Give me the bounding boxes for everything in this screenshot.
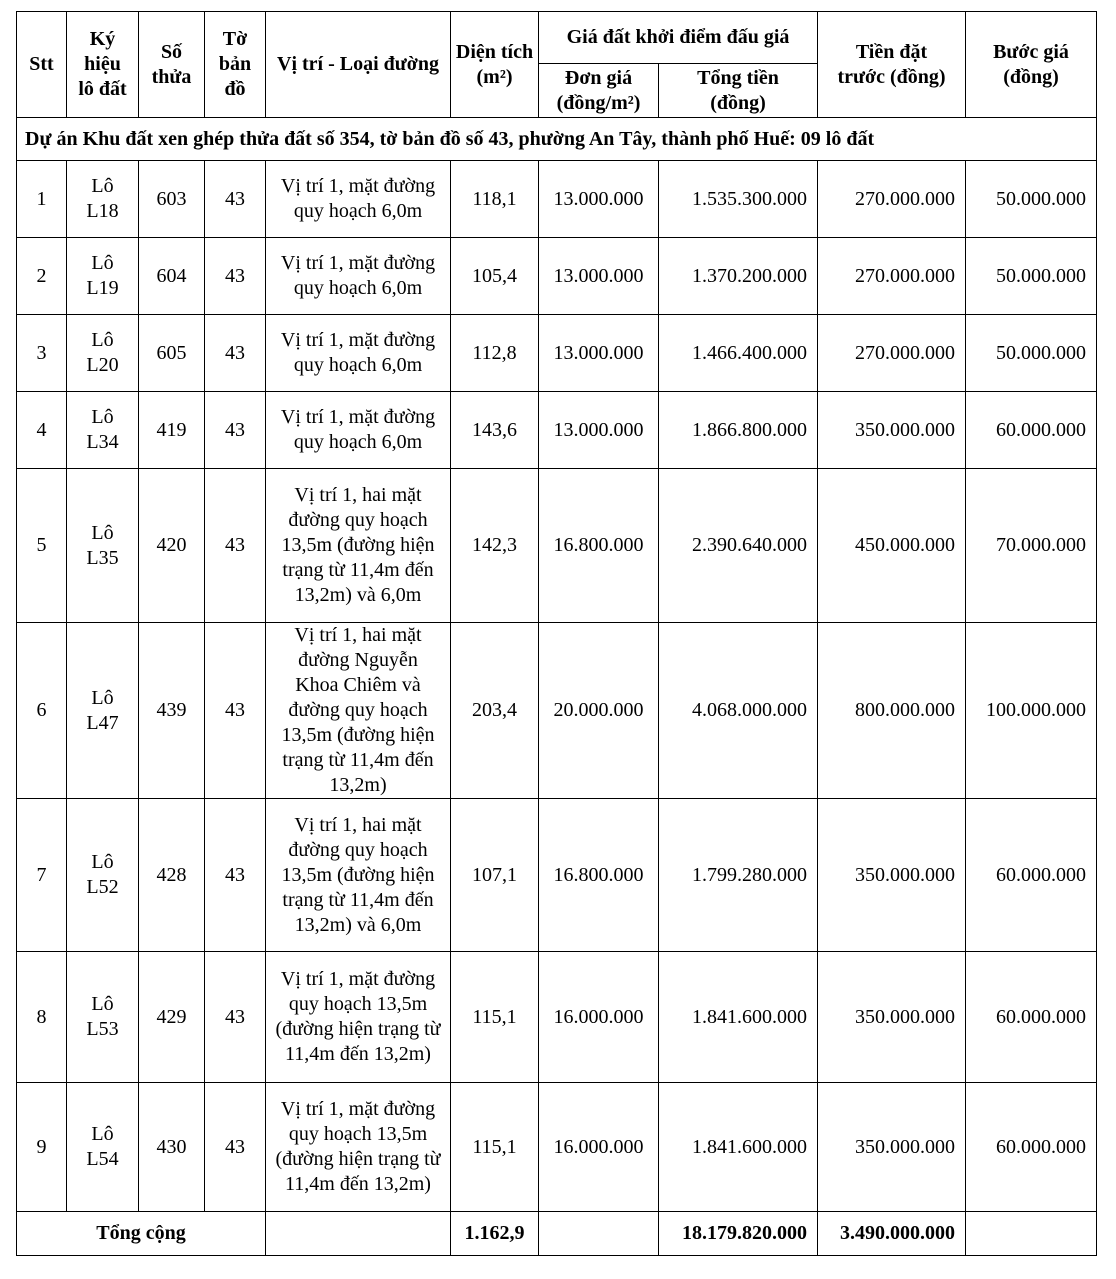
table-row (17, 469, 1097, 623)
header-vi-tri: Vị trí - Loại đường (266, 12, 451, 118)
header-dien-tich-unit: (m²) (476, 65, 513, 88)
cell-buoc-gia: 60.000.000 (966, 952, 1097, 1083)
cell-so-thua: 429 (139, 952, 205, 1083)
header-don-gia-l2: (đồng/m²) (556, 91, 641, 114)
header-tong-tien (659, 64, 818, 118)
cell-buoc-gia: 60.000.000 (966, 392, 1097, 469)
table-row (17, 623, 1097, 799)
cell-dat-truoc: 350.000.000 (818, 952, 966, 1083)
cell-to-ban-do: 43 (205, 623, 266, 799)
cell-stt: 6 (17, 623, 67, 799)
cell-tong-tien: 1.535.300.000 (659, 161, 818, 238)
cell-so-thua: 428 (139, 799, 205, 952)
cell-so-thua: 604 (139, 238, 205, 315)
header-ky-hieu: Ký hiệu lô đất (67, 12, 139, 118)
cell-don-gia: 16.800.000 (539, 469, 659, 623)
header-tong-tien-l2: (đồng) (710, 91, 766, 114)
total-row (17, 1212, 1097, 1256)
cell-dien-tich: 107,1 (451, 799, 539, 952)
cell-tong-tien: 1.370.200.000 (659, 238, 818, 315)
cell-dien-tich: 115,1 (451, 1083, 539, 1212)
cell-stt: 7 (17, 799, 67, 952)
cell-dat-truoc: 350.000.000 (818, 1083, 966, 1212)
cell-buoc-gia: 50.000.000 (966, 315, 1097, 392)
cell-dien-tich: 105,4 (451, 238, 539, 315)
header-stt: Stt (17, 12, 67, 118)
cell-buoc-gia: 60.000.000 (966, 799, 1097, 952)
cell-vi-tri: Vị trí 1, hai mặt đường quy hoạch 13,5m (đường hiện trạng từ 11,4m đến 13,2m) và 6,0m (266, 469, 451, 623)
header-don-gia (539, 64, 659, 118)
total-empty-don-gia (539, 1212, 659, 1256)
cell-lo: Lô L53 (67, 952, 139, 1083)
cell-lo: Lô L34 (67, 392, 139, 469)
cell-stt: 1 (17, 161, 67, 238)
cell-dat-truoc: 270.000.000 (818, 161, 966, 238)
header-buoc-gia-l1: Bước giá (993, 40, 1069, 63)
header-to-ban-do: Tờ bản đồ (205, 12, 266, 118)
cell-to-ban-do: 43 (205, 161, 266, 238)
cell-lo: Lô L35 (67, 469, 139, 623)
table-row (17, 238, 1097, 315)
header-dien-tich-label: Diện tích (455, 40, 534, 63)
cell-dien-tich: 142,3 (451, 469, 539, 623)
cell-buoc-gia: 60.000.000 (966, 1083, 1097, 1212)
cell-lo: Lô L54 (67, 1083, 139, 1212)
total-empty-buoc-gia (966, 1212, 1097, 1256)
cell-tong-tien: 1.841.600.000 (659, 952, 818, 1083)
cell-buoc-gia: 70.000.000 (966, 469, 1097, 623)
cell-vi-tri: Vị trí 1, mặt đường quy hoạch 13,5m (đường hiện trạng từ 11,4m đến 13,2m) (266, 1083, 451, 1212)
header-buoc-gia (966, 12, 1097, 118)
cell-so-thua: 603 (139, 161, 205, 238)
cell-lo: Lô L47 (67, 623, 139, 799)
cell-dien-tich: 115,1 (451, 952, 539, 1083)
cell-dat-truoc: 350.000.000 (818, 392, 966, 469)
project-title: Dự án Khu đất xen ghép thửa đất số 354, tờ bản đồ số 43, phường An Tây, thành phố Huế: 09 lô đất (17, 118, 1097, 161)
cell-stt: 5 (17, 469, 67, 623)
cell-to-ban-do: 43 (205, 1083, 266, 1212)
cell-don-gia: 13.000.000 (539, 315, 659, 392)
cell-vi-tri: Vị trí 1, mặt đường quy hoạch 6,0m (266, 315, 451, 392)
cell-don-gia: 20.000.000 (539, 623, 659, 799)
cell-don-gia: 13.000.000 (539, 392, 659, 469)
cell-lo: Lô L19 (67, 238, 139, 315)
cell-buoc-gia: 100.000.000 (966, 623, 1097, 799)
table-row (17, 315, 1097, 392)
cell-don-gia: 16.800.000 (539, 799, 659, 952)
table-row (17, 1083, 1097, 1212)
table-row (17, 952, 1097, 1083)
cell-stt: 3 (17, 315, 67, 392)
project-title-row (17, 118, 1097, 161)
header-don-gia-l1: Đơn giá (564, 66, 633, 89)
table-row (17, 799, 1097, 952)
table-row (17, 161, 1097, 238)
cell-lo: Lô L18 (67, 161, 139, 238)
cell-so-thua: 420 (139, 469, 205, 623)
cell-dat-truoc: 800.000.000 (818, 623, 966, 799)
cell-so-thua: 605 (139, 315, 205, 392)
header-tien-dat-truoc-l2: trước (đồng) (837, 65, 946, 88)
cell-buoc-gia: 50.000.000 (966, 238, 1097, 315)
total-tong-tien: 18.179.820.000 (659, 1212, 818, 1256)
cell-vi-tri: Vị trí 1, hai mặt đường quy hoạch 13,5m (đường hiện trạng từ 11,4m đến 13,2m) và 6,0m (266, 799, 451, 952)
total-dat-truoc: 3.490.000.000 (818, 1212, 966, 1256)
total-empty-vi-tri (266, 1212, 451, 1256)
cell-dien-tich: 112,8 (451, 315, 539, 392)
cell-so-thua: 430 (139, 1083, 205, 1212)
cell-dat-truoc: 450.000.000 (818, 469, 966, 623)
cell-dien-tich: 143,6 (451, 392, 539, 469)
cell-lo: Lô L20 (67, 315, 139, 392)
header-gia-dat-group: Giá đất khởi điểm đấu giá (539, 12, 818, 64)
cell-tong-tien: 1.841.600.000 (659, 1083, 818, 1212)
cell-to-ban-do: 43 (205, 315, 266, 392)
cell-dien-tich: 118,1 (451, 161, 539, 238)
cell-stt: 2 (17, 238, 67, 315)
cell-dat-truoc: 270.000.000 (818, 238, 966, 315)
cell-to-ban-do: 43 (205, 952, 266, 1083)
header-dien-tich (451, 12, 539, 118)
cell-tong-tien: 1.866.800.000 (659, 392, 818, 469)
cell-lo: Lô L52 (67, 799, 139, 952)
total-dien-tich: 1.162,9 (451, 1212, 539, 1256)
header-tong-tien-l1: Tổng tiền (697, 66, 779, 89)
total-label: Tổng cộng (17, 1212, 266, 1256)
cell-to-ban-do: 43 (205, 469, 266, 623)
cell-buoc-gia: 50.000.000 (966, 161, 1097, 238)
cell-tong-tien: 2.390.640.000 (659, 469, 818, 623)
cell-vi-tri: Vị trí 1, hai mặt đường Nguyễn Khoa Chiêm và đường quy hoạch 13,5m (đường hiện trạng từ 11,4m đến 13,2m) (266, 623, 451, 799)
cell-vi-tri: Vị trí 1, mặt đường quy hoạch 6,0m (266, 161, 451, 238)
cell-dat-truoc: 350.000.000 (818, 799, 966, 952)
cell-don-gia: 16.000.000 (539, 952, 659, 1083)
cell-don-gia: 13.000.000 (539, 161, 659, 238)
table-row (17, 392, 1097, 469)
header-row-1 (17, 12, 1097, 64)
cell-dat-truoc: 270.000.000 (818, 315, 966, 392)
cell-vi-tri: Vị trí 1, mặt đường quy hoạch 13,5m (đường hiện trạng từ 11,4m đến 13,2m) (266, 952, 451, 1083)
cell-stt: 8 (17, 952, 67, 1083)
header-tien-dat-truoc-l1: Tiền đặt (855, 40, 928, 63)
cell-so-thua: 419 (139, 392, 205, 469)
cell-stt: 4 (17, 392, 67, 469)
cell-tong-tien: 1.466.400.000 (659, 315, 818, 392)
cell-to-ban-do: 43 (205, 238, 266, 315)
cell-tong-tien: 4.068.000.000 (659, 623, 818, 799)
cell-to-ban-do: 43 (205, 799, 266, 952)
cell-don-gia: 13.000.000 (539, 238, 659, 315)
header-so-thua: Số thửa (139, 12, 205, 118)
cell-to-ban-do: 43 (205, 392, 266, 469)
land-auction-table (16, 11, 1097, 1256)
cell-so-thua: 439 (139, 623, 205, 799)
cell-dien-tich: 203,4 (451, 623, 539, 799)
cell-tong-tien: 1.799.280.000 (659, 799, 818, 952)
cell-don-gia: 16.000.000 (539, 1083, 659, 1212)
cell-vi-tri: Vị trí 1, mặt đường quy hoạch 6,0m (266, 238, 451, 315)
header-tien-dat-truoc (818, 12, 966, 118)
header-buoc-gia-l2: (đồng) (1003, 65, 1059, 88)
cell-vi-tri: Vị trí 1, mặt đường quy hoạch 6,0m (266, 392, 451, 469)
cell-stt: 9 (17, 1083, 67, 1212)
